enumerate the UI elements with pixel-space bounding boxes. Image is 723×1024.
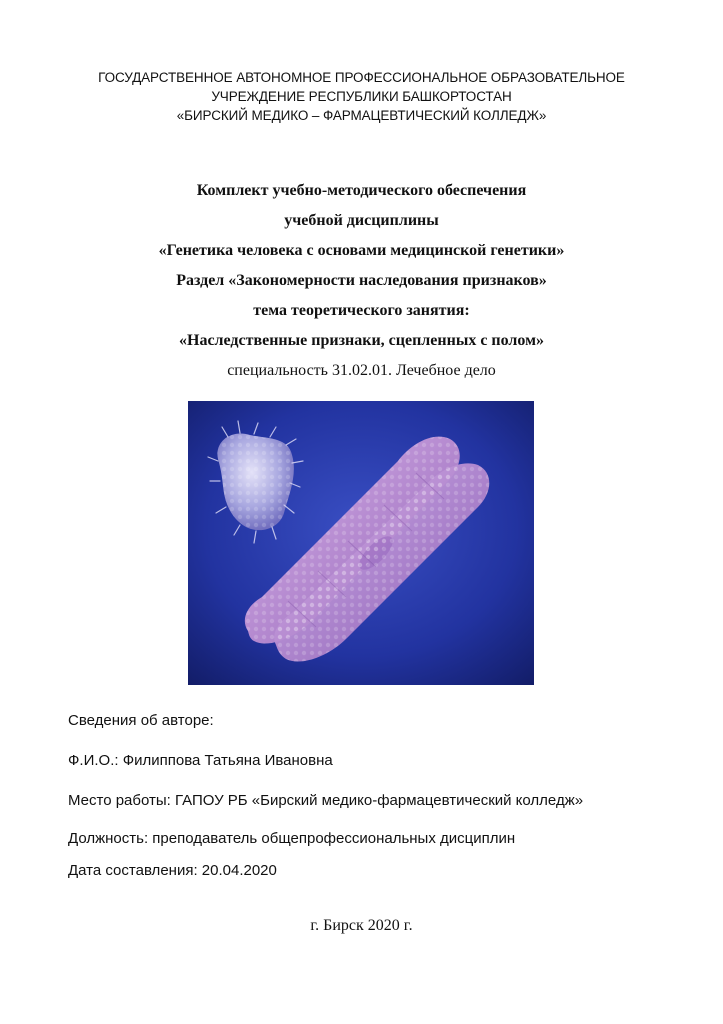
footer-city-year: г. Бирск 2020 г. xyxy=(310,917,413,934)
title-line-1: Комплект учебно-методического обеспечения xyxy=(196,182,527,199)
author-name: Ф.И.О.: Филиппова Татьяна Ивановна xyxy=(68,752,333,769)
author-position: Должность: преподаватель общепрофессиональных дисциплин xyxy=(68,830,516,847)
document-title-block xyxy=(0,176,723,386)
author-workplace: Место работы: ГАПОУ РБ «Бирский медико-фармацевтический колледж» xyxy=(68,792,584,809)
organization-header xyxy=(0,68,723,125)
title-line-6: «Наследственные признаки, сцепленных с полом» xyxy=(179,332,544,349)
title-line-2: учебной дисциплины xyxy=(284,212,439,229)
org-header-line-1: ГОСУДАРСТВЕННОЕ АВТОНОМНОЕ ПРОФЕССИОНАЛЬНОЕ ОБРАЗОВАТЕЛЬНОЕ xyxy=(98,70,625,85)
chromosome-illustration xyxy=(188,401,534,685)
author-heading: Сведения об авторе: xyxy=(68,712,214,729)
title-line-4: Раздел «Закономерности наследования признаков» xyxy=(176,272,547,289)
specialty-line: специальность 31.02.01. Лечебное дело xyxy=(227,362,496,379)
org-header-line-3: «БИРСКИЙ МЕДИКО – ФАРМАЦЕВТИЧЕСКИЙ КОЛЛЕДЖ» xyxy=(176,108,547,123)
author-date: Дата составления: 20.04.2020 xyxy=(68,862,277,879)
org-header-line-2: УЧРЕЖДЕНИЕ РЕСПУБЛИКИ БАШКОРТОСТАН xyxy=(211,89,512,104)
title-line-3: «Генетика человека с основами медицинской генетики» xyxy=(158,242,565,259)
title-line-5: тема теоретического занятия: xyxy=(253,302,470,319)
